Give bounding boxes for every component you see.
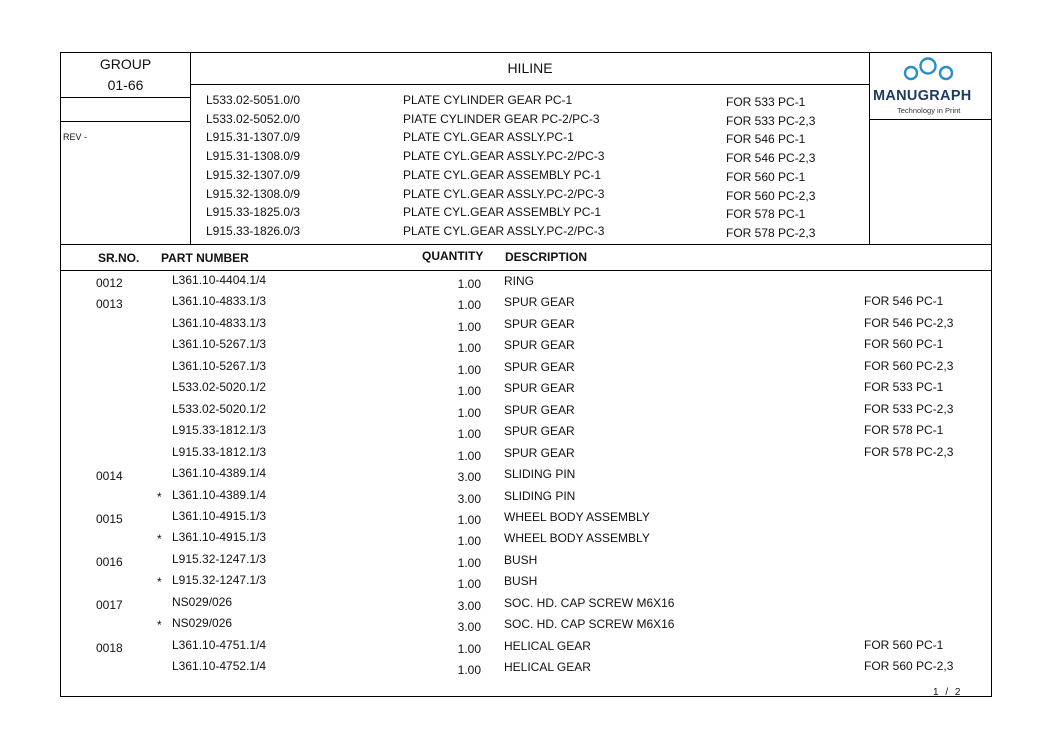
assembly-for: FOR 578 PC-2,3 (726, 225, 816, 240)
logo-column-divider (869, 52, 870, 245)
assembly-desc: PLATE CYL.GEAR ASSLY.PC-2/PC-3 (403, 149, 605, 164)
row-applicability: FOR 560 PC-2,3 (864, 358, 954, 373)
assembly-desc: PIATE CYLINDER GEAR PC-2/PC-3 (403, 111, 600, 126)
row-description: HELICAL GEAR (504, 638, 591, 653)
row-part-number: L915.33-1812.1/3 (172, 444, 267, 459)
row-quantity: 1.00 (457, 512, 481, 527)
logo-tagline: Technology in Print (897, 106, 961, 115)
assembly-part: L915.31-1307.0/9 (206, 130, 301, 145)
row-part-number: L361.10-4833.1/3 (172, 294, 267, 309)
row-description: SPUR GEAR (504, 338, 575, 353)
page-title: HILINE (507, 60, 553, 76)
column-header-desc: DESCRIPTION (505, 250, 588, 264)
assembly-part: L915.33-1826.0/3 (206, 223, 301, 238)
column-header-srno: SR.NO. (98, 251, 140, 265)
column-header-line (60, 270, 992, 271)
row-applicability: FOR 560 PC-2,3 (864, 659, 954, 674)
assembly-for: FOR 560 PC-1 (726, 169, 806, 184)
assembly-desc: PLATE CYLINDER GEAR PC-1 (403, 93, 573, 107)
row-description: SPUR GEAR (504, 381, 575, 396)
row-part-number: L361.10-4389.1/4 (172, 487, 267, 502)
row-part-number: L915.32-1247.1/3 (172, 551, 267, 566)
assembly-part: L533.02-5052.0/0 (206, 111, 301, 126)
assembly-desc: PLATE CYL.GEAR ASSEMBLY PC-1 (403, 205, 602, 220)
column-header-part: PART NUMBER (161, 251, 249, 265)
row-description: RING (504, 274, 534, 288)
logo-divider (869, 119, 992, 120)
row-description: WHEEL BODY ASSEMBLY (504, 509, 650, 524)
row-description: SPUR GEAR (504, 402, 575, 417)
row-description: BUSH (504, 552, 538, 567)
row-srno: 0015 (96, 511, 123, 526)
row-srno: 0016 (96, 554, 123, 569)
row-part-number: L361.10-4915.1/3 (172, 508, 267, 523)
row-quantity: 1.00 (457, 555, 481, 570)
row-quantity: 1.00 (457, 534, 481, 549)
row-quantity: 1.00 (457, 663, 481, 678)
row-description: SPUR GEAR (504, 316, 575, 331)
row-description: SOC. HD. CAP SCREW M6X16 (504, 595, 675, 610)
row-part-number: L533.02-5020.1/2 (172, 401, 267, 416)
row-marker: * (157, 575, 162, 590)
row-description: SPUR GEAR (504, 295, 575, 310)
row-part-number: L915.32-1247.1/3 (172, 573, 267, 588)
row-part-number: L361.10-4389.1/4 (172, 466, 267, 481)
row-part-number: L533.02-5020.1/2 (172, 380, 267, 395)
row-quantity: 1.00 (457, 319, 481, 334)
assembly-part: L915.31-1308.0/9 (206, 149, 301, 164)
rev-label: REV - (63, 132, 88, 142)
row-description: SLIDING PIN (504, 488, 576, 503)
group-label: GROUP (99, 56, 152, 72)
row-description: HELICAL GEAR (504, 660, 591, 675)
assembly-desc: PLATE CYL.GEAR ASSLY.PC-1 (403, 130, 574, 145)
row-description: SPUR GEAR (504, 445, 575, 460)
logo-name: MANUGRAPH (873, 88, 972, 104)
row-applicability: FOR 560 PC-1 (864, 337, 944, 352)
page-current: 1 (933, 687, 939, 698)
row-description: SLIDING PIN (504, 467, 576, 482)
row-quantity: 1.00 (457, 448, 481, 463)
assembly-for: FOR 578 PC-1 (726, 207, 806, 222)
row-quantity: 1.00 (457, 277, 481, 291)
row-quantity: 1.00 (457, 298, 481, 313)
row-quantity: 3.00 (457, 470, 481, 485)
row-quantity: 3.00 (457, 491, 481, 506)
row-quantity: 1.00 (457, 427, 481, 442)
row-srno: 0018 (96, 640, 123, 655)
row-part-number: L915.33-1812.1/3 (172, 423, 267, 438)
row-part-number: L361.10-4833.1/3 (172, 315, 267, 330)
row-part-number: L361.10-4751.1/4 (172, 637, 267, 652)
title-underline (190, 84, 870, 85)
row-applicability: FOR 546 PC-1 (864, 294, 944, 309)
header-bottom-line (60, 244, 992, 245)
row-srno: 0012 (96, 276, 123, 290)
logo-circles-icon (900, 55, 958, 85)
assembly-for: FOR 546 PC-1 (726, 132, 806, 147)
page-total: 2 (954, 687, 961, 698)
row-marker: * (157, 618, 162, 633)
row-applicability: FOR 533 PC-1 (864, 380, 944, 395)
assembly-for: FOR 546 PC-2,3 (726, 151, 816, 166)
group-divider-2 (60, 121, 191, 122)
group-code: 01-66 (107, 77, 144, 93)
row-quantity: 3.00 (457, 598, 481, 613)
row-applicability: FOR 546 PC-2,3 (864, 315, 954, 330)
column-header-qty: QUANTITY (422, 249, 484, 263)
assembly-desc: PLATE CYL.GEAR ASSLY.PC-2/PC-3 (403, 223, 605, 238)
assembly-desc: PLATE CYL.GEAR ASSEMBLY PC-1 (403, 167, 602, 182)
row-srno: 0017 (96, 597, 123, 612)
assembly-for: FOR 533 PC-2,3 (726, 113, 816, 128)
page-number (933, 687, 960, 698)
assembly-part: L915.32-1307.0/9 (206, 167, 301, 182)
assembly-for: FOR 560 PC-2,3 (726, 188, 816, 203)
assembly-part: L915.33-1825.0/3 (206, 205, 301, 220)
row-quantity: 1.00 (457, 577, 481, 592)
group-divider-1 (60, 97, 191, 98)
row-applicability: FOR 578 PC-2,3 (864, 444, 954, 459)
row-applicability: FOR 560 PC-1 (864, 637, 944, 652)
row-quantity: 1.00 (457, 341, 481, 356)
row-part-number: L361.10-5267.1/3 (172, 358, 267, 373)
row-part-number: NS029/026 (172, 594, 233, 609)
row-part-number: L361.10-4752.1/4 (172, 659, 267, 674)
page-separator: / (945, 687, 949, 698)
row-description: SPUR GEAR (504, 424, 575, 439)
row-description: BUSH (504, 574, 538, 589)
assembly-part: L915.32-1308.0/9 (206, 186, 301, 201)
row-srno: 0013 (96, 297, 123, 312)
row-part-number: L361.10-5267.1/3 (172, 337, 267, 352)
row-description: SPUR GEAR (504, 359, 575, 374)
row-applicability: FOR 533 PC-2,3 (864, 401, 954, 416)
row-marker: * (157, 489, 162, 504)
row-quantity: 1.00 (457, 384, 481, 399)
row-srno: 0014 (96, 469, 123, 484)
row-marker: * (157, 532, 162, 547)
row-description: SOC. HD. CAP SCREW M6X16 (504, 617, 675, 632)
row-part-number: L361.10-4915.1/3 (172, 530, 267, 545)
assembly-desc: PLATE CYL.GEAR ASSLY.PC-2/PC-3 (403, 186, 605, 201)
row-part-number: NS029/026 (172, 616, 233, 631)
assembly-part: L533.02-5051.0/0 (206, 93, 301, 107)
row-quantity: 3.00 (457, 620, 481, 635)
assembly-for: FOR 533 PC-1 (726, 95, 806, 109)
row-quantity: 1.00 (457, 641, 481, 656)
row-description: WHEEL BODY ASSEMBLY (504, 531, 650, 546)
row-part-number: L361.10-4404.1/4 (172, 273, 267, 287)
row-quantity: 1.00 (457, 405, 481, 420)
row-applicability: FOR 578 PC-1 (864, 423, 944, 438)
row-quantity: 1.00 (457, 362, 481, 377)
